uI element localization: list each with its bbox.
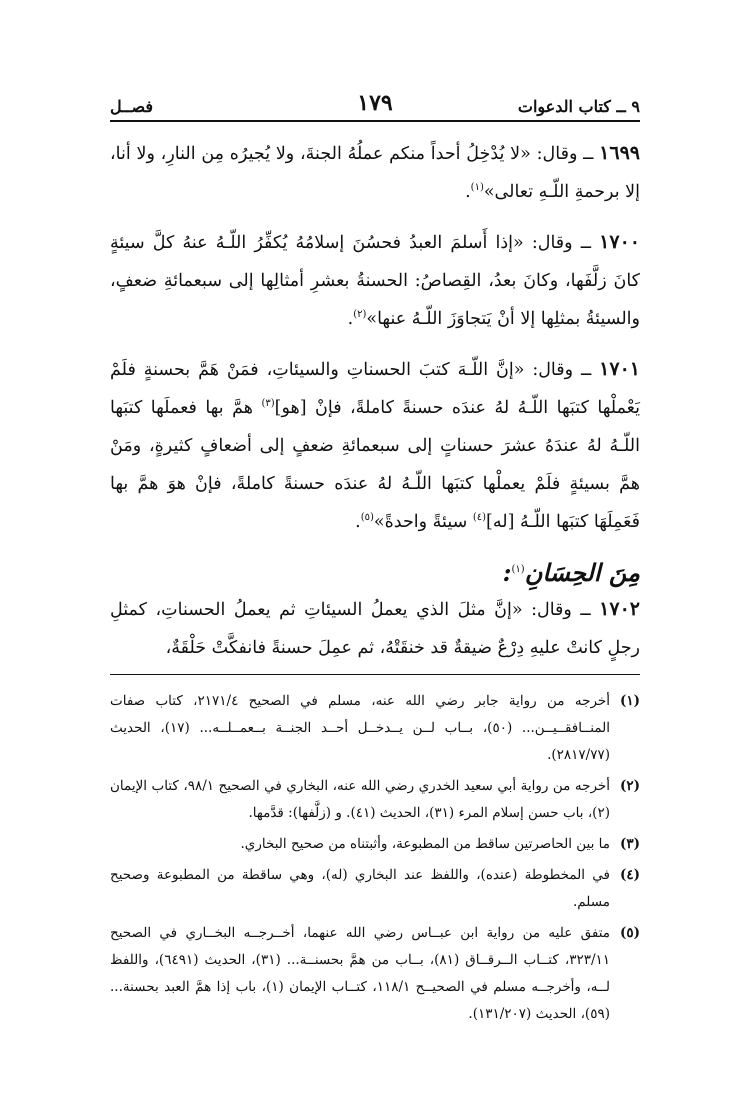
hadith-1701 (110, 350, 640, 541)
footnote (110, 688, 640, 769)
footnote-text: متفق عليه من رواية ابن عبــاس رضي الله عنهما، أخــرجــه البخــاري في الصحيح ٣٢٣/١١، كتــاب الــرقــاق (٨١)، بــاب من همَّ بحسنــة... (٣١)، الحديث (٦٤٩١)، واللفظ لــه، وأخرجــه مسلم في الصحيــح ١١٨/١، كتــاب الإيمان (١)، باب إذا همَّ العبد بحسنة... (٥٩)، الحديث (١٣١/٢٠٧). (110, 925, 610, 1022)
footnote-separator (110, 674, 640, 675)
section-subheading (110, 553, 640, 590)
hadith-text-continued: سيئةً واحدةً» (373, 512, 473, 532)
running-header (110, 84, 640, 122)
footnote-number: (٤) (619, 867, 640, 883)
page-number: ١٧٩ (357, 90, 393, 116)
footnote-text: أخرجه من رواية أبي سعيد الخدري رضي الله عنه، البخاري في الصحيح ٩٨/١، كتاب الإيمان (٢)، باب حسن إسلام المرء (٣١)، الحديث (٤١). و (زلَّفها): قدَّمها. (110, 778, 610, 821)
footnote-number: (٢) (619, 778, 640, 794)
footnote-ref: (١) (511, 564, 525, 575)
book-title: ٩ ــ كتاب الدعوات (517, 97, 640, 116)
hadith-tail: . (347, 309, 354, 329)
hadith-tail: . (355, 512, 361, 532)
footnote (110, 920, 640, 1028)
hadith-number: ١٧٠١ (599, 358, 640, 380)
hadith-number: ١٧٠٠ (599, 231, 640, 253)
book-page (110, 84, 640, 1084)
hadith-1702 (110, 590, 640, 667)
hadith-text-continued: همَّ بها فعملَها كتبَها اللّـهُ لهُ عندَهُ عشرَ حسناتٍ إلى سبعمائةِ ضعفٍ إلى أضعافٍ كثيرةٍ، ومَنْ همَّ بسيئةٍ فلَمْ يعملْها كتبَها اللّـهُ لهُ عندَه حسنةً كاملةً، فإنْ هوَ همَّ بها فَعَمِلَهَا كتبَها اللّـهُ [له] (110, 398, 640, 532)
footnote-number: (٣) (619, 836, 640, 852)
footnote (110, 862, 640, 916)
subheading-text: مِنَ الحِسَانِ (524, 558, 640, 587)
hadith-tail: . (465, 182, 471, 202)
footnote-ref: (٣) (261, 398, 275, 410)
subheading-colon: : (502, 558, 512, 587)
hadith-1700 (110, 223, 640, 338)
footnote-ref: (١) (470, 182, 484, 194)
main-text (110, 134, 640, 679)
footnote-text: أخرجه من رواية جابر رضي الله عنه، مسلم في الصحيح ٢١٧١/٤، كتاب صفات المنــافقــيــن... (٥٠)، بــاب لــن يــدخــل أحــد الجنــة بــعمــلــه... (١٧)، الحديث (٢٨١٧/٧٧). (110, 693, 611, 763)
footnote-text: في المخطوطة (عنده)، واللفظ عند البخاري (له)، وهي ساقطة من المطبوعة وصحيح مسلم. (110, 867, 610, 910)
hadith-number: ١٦٩٩ (599, 142, 640, 164)
footnote-text: ما بين الحاصرتين ساقط من المطبوعة، وأثبتناه من صحيح البخاري. (240, 836, 610, 852)
hadith-text: ــ وقال: «إذا أَسلمَ العبدُ فحسُنَ إسلامُهُ يُكفِّرُ اللّـهُ عنهُ كلَّ سيئةٍ كانَ زلَّفَها، وكانَ بعدُ، القِصاصُ: الحسنةُ بعشرِ أمثالِها إلى سبعمائةِ ضعفٍ، والسيئةُ بمثلِها إلا أنْ يَتجاوَزَ اللّـهُ عنها» (110, 233, 640, 329)
hadith-text: ــ وقال: «إنَّ مثلَ الذي يعملُ السيئاتِ ثم يعملُ الحسناتِ، كمثلِ رجلٍ كانتْ عليهِ دِرْعٌ ضيقةٌ قد خنقَتْهُ، ثم عمِلَ حسنةً فانفكَّتْ حَلْقَةٌ، (110, 600, 640, 658)
footnotes (110, 688, 640, 1032)
footnote (110, 773, 640, 827)
hadith-number: ١٧٠٢ (599, 598, 640, 620)
footnote (110, 831, 640, 858)
footnote-ref: (٤) (472, 512, 487, 524)
footnote-number: (٥) (619, 925, 640, 941)
footnote-ref: (٥) (360, 512, 374, 524)
hadith-1699 (110, 134, 640, 211)
hadith-text: ــ وقال: «لا يُدْخِلُ أحداً منكم عملُهُ الجنةَ، ولا يُجيرُه مِن النارِ، ولا أنا، إلا برحمةِ اللّـهِ تعالى» (110, 144, 640, 202)
footnote-ref: (٢) (353, 309, 367, 321)
section-title: فصــل (110, 97, 154, 116)
footnote-number: (١) (619, 693, 640, 709)
hadith-text: ــ وقال: «إنَّ اللّـهَ كتبَ الحسناتِ والسيئاتِ، فمَنْ هَمَّ بحسنةٍ فلَمْ يَعْملْها كتبَها اللّـهُ لهُ عندَه حسنةً كاملةً، فإنْ [هو] (110, 360, 640, 418)
